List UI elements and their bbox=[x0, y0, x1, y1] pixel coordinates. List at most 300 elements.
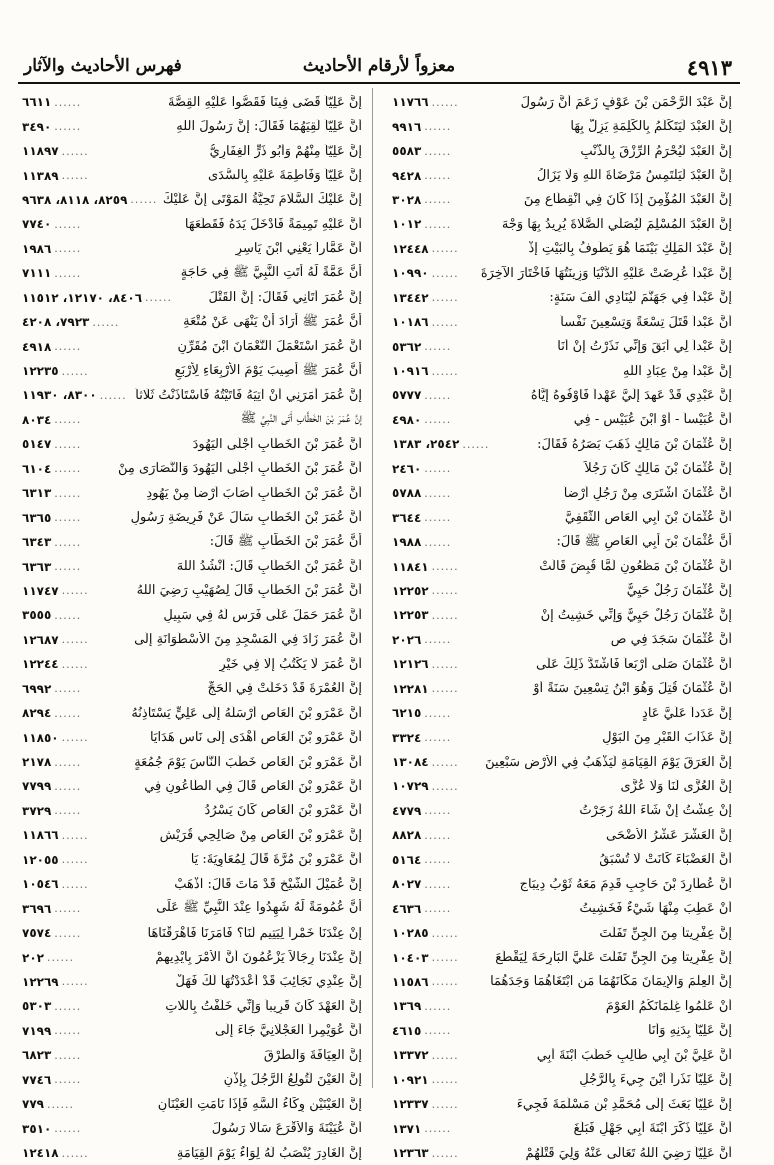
index-column-left bbox=[22, 90, 362, 1165]
hadith-number: ٨٤٠٦، ١٢١٧٠، ١١٥١٢ bbox=[22, 290, 143, 305]
leader-dots: ...... bbox=[431, 1048, 459, 1062]
index-entry bbox=[22, 1043, 362, 1067]
leader-dots: ...... bbox=[54, 804, 82, 818]
leader-dots: ...... bbox=[54, 1024, 82, 1038]
leader-dots: ...... bbox=[424, 1024, 452, 1038]
hadith-incipit: أَنَّ عَمَّاراً يَعْنِي ابْنَ يَاسِرٍ bbox=[235, 241, 362, 257]
hadith-incipit: إنَّ العَهْدَ كَانَ قَرِيباً وَإِنِّي خَلَفْتُ بِاللَّاتِ bbox=[165, 998, 362, 1014]
hadith-number: ١٣٣٧٢ bbox=[392, 1048, 429, 1063]
index-entry bbox=[392, 554, 732, 578]
hadith-incipit: إنَّ العَبْدَ لَيُحْرَمُ الرِّزْقَ بِالذَّنْبِ bbox=[580, 143, 732, 159]
leader-dots: ...... bbox=[431, 779, 459, 793]
hadith-incipit: أَنَّ عُبَيْساً - أَوْ ابْنَ عُبَيْسٍ - فِي bbox=[573, 412, 732, 428]
hadith-number: ١٢٢٨١ bbox=[392, 681, 429, 696]
index-entry bbox=[392, 188, 732, 212]
hadith-incipit: إنَّ العَرَقَ يَوْمَ القِيَامَةِ لَيَذْهَبُ فِي الأَرْضِ سَبْعِينَ bbox=[485, 754, 732, 770]
leader-dots: ...... bbox=[92, 315, 120, 329]
hadith-incipit: أَنَّ عَلَيْهِ تَمِيمَةً فَأَدْخَلَ يَدَهُ فَقَطَعَهَا bbox=[184, 216, 362, 232]
leader-dots: ...... bbox=[145, 291, 173, 305]
leader-dots: ...... bbox=[130, 193, 158, 207]
hadith-incipit: أَنَّ عُطَارِدَ بْنَ حَاجِبٍ قَدِمَ مَعَهُ ثَوْبُ دِيبَاجٍ bbox=[519, 876, 732, 892]
index-entry bbox=[392, 628, 732, 652]
leader-dots: ...... bbox=[431, 95, 459, 109]
hadith-number: ١٠١٨٦ bbox=[392, 315, 429, 330]
index-entry bbox=[392, 334, 732, 358]
hadith-incipit: إنَّ عُثْمَانَ بْنَ مَالِكٍ ذَهَبَ بَصَرُهُ فَقَالَ: bbox=[537, 436, 732, 452]
leader-dots: ...... bbox=[431, 975, 459, 989]
hadith-incipit: أَنَّ عُمَرَ بْنَ الخَطَّابِ أَصَابَ أَرْضاً مِنْ يَهُودِ bbox=[146, 485, 362, 501]
index-entry bbox=[392, 286, 732, 310]
hadith-incipit: إنَّ عَبْداً لِي أَبَقَ وَإِنِّي نَذَرْتُ إنْ أَنَا bbox=[557, 339, 732, 355]
hadith-incipit: إنَّ عَبْدَ المَلِكِ بَيْنَمَا هُوَ يَطُوفُ بِالبَيْتِ إذْ bbox=[528, 241, 732, 257]
hadith-number: ٢٠٢ bbox=[22, 950, 44, 965]
index-entry bbox=[22, 579, 362, 603]
hadith-number: ٢١٧٨ bbox=[22, 755, 52, 770]
hadith-number: ٧٧٤٦ bbox=[22, 1072, 52, 1087]
index-entry bbox=[392, 994, 732, 1018]
hadith-number: ١٠٩٩٠ bbox=[392, 266, 429, 281]
hadith-number: ١٢١٢٦ bbox=[392, 657, 429, 672]
index-entry bbox=[22, 799, 362, 823]
hadith-number: ٦٣١٣ bbox=[22, 486, 52, 501]
index-entry bbox=[22, 896, 362, 920]
hadith-incipit: إنَّ عَلِيّاً قَضَى فِينَا فَقَصُّوا عَلَيْهِ القِصَّةَ bbox=[168, 94, 362, 110]
leader-dots: ...... bbox=[424, 535, 452, 549]
hadith-incipit: أَنَّ عَمْرَو بْنَ العَاصِ أَرْسَلَهُ إلَى عَلِيٍّ يَسْتَأْذِنُهُ bbox=[131, 705, 362, 721]
index-entry bbox=[22, 603, 362, 627]
leader-dots: ...... bbox=[54, 95, 82, 109]
leader-dots: ...... bbox=[424, 853, 452, 867]
index-entry bbox=[392, 579, 732, 603]
hadith-number: ١٢٠٥٥ bbox=[22, 852, 59, 867]
index-entry bbox=[392, 725, 732, 749]
hadith-incipit: أَنَّ عُمَرَ ﷺ أَرَادَ أَنْ يَنْهَى عَنْ مُتْعَةِ bbox=[183, 313, 362, 329]
leader-dots: ...... bbox=[54, 779, 82, 793]
hadith-number: ٨٨٢٨ bbox=[392, 828, 422, 843]
hadith-number: ٦٣٤٣ bbox=[22, 535, 52, 550]
index-entry bbox=[392, 359, 732, 383]
hadith-incipit: أَنَّ عُمَرَ بْنَ الخَطَّابِ قَالَ: أَنْشُدُ اللهَ bbox=[176, 559, 362, 575]
hadith-incipit: إنَّ عُثْمَانَ رَجُلٌ حَيِيٌّ وَإِنِّي خَشِيتُ إنْ bbox=[540, 607, 732, 623]
index-entry bbox=[392, 921, 732, 945]
header-rule bbox=[18, 82, 740, 84]
hadith-number: ١٢٢٣٥ bbox=[22, 364, 59, 379]
hadith-incipit: إنَّ العَشْرَ عَشْرُ الأَضْحَى bbox=[606, 827, 732, 843]
hadith-incipit: أَنَّ عَمْرَو بْنَ مُرَّةَ قَالَ لِمُعَاوِيَةَ: يَا bbox=[190, 852, 362, 868]
hadith-number: ٥٣٠٣ bbox=[22, 999, 52, 1014]
hadith-incipit: أَنَّ عَمَّةً لَهُ أَتَتِ النَّبِيَّ ﷺ فِي حَاجَةٍ bbox=[180, 264, 362, 280]
hadith-number: ٩٩١٦ bbox=[392, 119, 422, 134]
hadith-number: ١٢٢٥٣ bbox=[392, 608, 429, 623]
hadith-incipit: أَنَّ عُمُومَةً لَهُ شَهِدُوا عِنْدَ النَّبِيِّ ﷺ عَلَى bbox=[156, 900, 362, 916]
hadith-incipit: أَنَّ عَمْرَو بْنَ العَاصِ خَطَبَ النَّاسَ يَوْمَ جُمُعَةٍ bbox=[134, 754, 362, 770]
hadith-number: ١١٨٤١ bbox=[392, 559, 429, 574]
hadith-number: ٣٥٥٥ bbox=[22, 608, 52, 623]
hadith-incipit: إنَّ عَبْدَ الرَّحْمَنِ بْنَ عَوْفٍ زَعَمَ أَنَّ رَسُولَ bbox=[520, 94, 732, 110]
index-entry bbox=[392, 310, 732, 334]
index-entry bbox=[22, 457, 362, 481]
leader-dots: ...... bbox=[431, 291, 459, 305]
hadith-incipit: أَنَّ عَلِيّاً رَضِيَ اللهُ تَعَالَى عَنْهُ وَلِيَ قَتْلَهُمْ bbox=[525, 1145, 732, 1161]
hadith-incipit: أَنَّ عُيَيْنَةَ وَالأَقْرَعَ سَأَلَا رَسُولَ bbox=[211, 1121, 362, 1137]
leader-dots: ...... bbox=[54, 755, 82, 769]
hadith-number: ٤٦١٥ bbox=[392, 1023, 422, 1038]
hadith-incipit: أَنَّ عَلِيّاً ذَكَرَ ابْنَةَ أَبِي جَهْلٍ فَبَلَغَ bbox=[573, 1121, 732, 1137]
hadith-incipit: إنَّ عَلِيّاً وَفَاطِمَةَ عَلَيْهِ بِالسُّدَى bbox=[207, 168, 362, 184]
leader-dots: ...... bbox=[424, 511, 452, 525]
hadith-number: ٧١٩٩ bbox=[22, 1023, 52, 1038]
hadith-number: ١٢٢٤٤ bbox=[22, 657, 59, 672]
index-entry bbox=[22, 481, 362, 505]
hadith-number: ٨٠٢٧ bbox=[392, 877, 422, 892]
hadith-number: ١٢٤٤٨ bbox=[392, 241, 429, 256]
hadith-incipit: إنَّ عُمَرَ أَتَانِي فَقَالَ: إنَّ القَتْلَ bbox=[208, 290, 362, 306]
hadith-number: ١٣٤٤٢ bbox=[392, 290, 429, 305]
index-entry bbox=[22, 1068, 362, 1092]
hadith-incipit: إنَّ عِفْرِيتاً مِنَ الجِنِّ تَفَلَّتَ bbox=[599, 925, 732, 941]
hadith-incipit: إنَّ عُمَرَ بْنَ الخَطَّابِ أَتَى النَّبِيَّ ﷺ bbox=[240, 411, 362, 427]
leader-dots: ...... bbox=[424, 120, 452, 134]
hadith-number: ٥٧٨٨ bbox=[392, 486, 422, 501]
index-entry bbox=[22, 114, 362, 138]
hadith-incipit: إنَّ عَلِيّاً بِدَنِهِ وَأَنَا bbox=[648, 1023, 732, 1039]
hadith-number: ١٣٧١ bbox=[392, 1121, 422, 1136]
hadith-number: ٢٥٤٢، ١٣٨٣ bbox=[392, 437, 460, 452]
leader-dots: ...... bbox=[54, 608, 82, 622]
hadith-incipit: أَنَّ عُمَرَ ﷺ أُصِيبَ يَوْمَ الأَرْبِعَاءِ لِأَرْبَعِ bbox=[174, 362, 362, 378]
hadith-number: ٩٤٢٨ bbox=[392, 168, 422, 183]
leader-dots: ...... bbox=[431, 364, 459, 378]
hadith-number: ٥١٦٤ bbox=[392, 852, 422, 867]
index-entry bbox=[392, 1092, 732, 1116]
index-entry bbox=[22, 286, 362, 310]
leader-dots: ...... bbox=[431, 560, 459, 574]
hadith-number: ٣٥١٠ bbox=[22, 1121, 52, 1136]
hadith-incipit: إنَّ عَبْداً مِنْ عِبَادِ اللهِ bbox=[623, 363, 732, 379]
leader-dots: ...... bbox=[424, 1122, 452, 1136]
hadith-incipit: إنَّ العَبْدَ المُؤْمِنَ إذَا كَانَ فِي انْقِطَاعٍ مِنَ bbox=[523, 192, 732, 208]
leader-dots: ...... bbox=[424, 804, 452, 818]
hadith-number: ١٣٠٨٤ bbox=[392, 755, 429, 770]
hadith-number: ٦٢١٥ bbox=[392, 706, 422, 721]
hadith-incipit: إنَّ عَذَابَ القَبْرِ مِنَ البَوْلِ bbox=[602, 730, 732, 746]
index-entry bbox=[22, 652, 362, 676]
leader-dots: ...... bbox=[54, 340, 82, 354]
index-entry bbox=[22, 261, 362, 285]
page-number: ٤٩١٣ bbox=[686, 55, 732, 80]
index-entry bbox=[392, 139, 732, 163]
index-entry bbox=[22, 334, 362, 358]
hadith-number: ٧١١١ bbox=[22, 266, 52, 281]
hadith-incipit: أَنَّ عُمَرَ زَادَ فِي المَسْجِدِ مِنَ الأُسْطُوَانَةِ إلَى bbox=[134, 632, 362, 648]
hadith-incipit: إنَّ عَمْرَو بْنَ العَاصِ مِنْ صَالِحِي قُرَيْشٍ bbox=[159, 827, 362, 843]
hadith-number: ٧٩٢٣، ٤٢٠٨ bbox=[22, 315, 90, 330]
hadith-incipit: أَنَّ عَلِيَّ بْنَ أَبِي طَالِبٍ خَطَبَ ابْنَةَ أَبِي bbox=[536, 1047, 732, 1063]
leader-dots: ...... bbox=[61, 633, 89, 647]
hadith-number: ٥٧٧٧ bbox=[392, 388, 422, 403]
index-entry bbox=[392, 163, 732, 187]
leader-dots: ...... bbox=[54, 706, 82, 720]
leader-dots: ...... bbox=[46, 951, 74, 965]
leader-dots: ...... bbox=[424, 462, 452, 476]
hadith-incipit: أَنَّ عُمَرَ بْنَ الخَطَّابِ أَجْلَى اليَهُودَ وَالنَّصَارَى مِنْ bbox=[118, 461, 362, 477]
hadith-number: ٤٧٧٩ bbox=[392, 803, 422, 818]
hadith-number: ١٠٥٤٦ bbox=[22, 877, 59, 892]
index-entry bbox=[392, 1068, 732, 1092]
hadith-number: ١١٧٤٧ bbox=[22, 583, 59, 598]
leader-dots: ...... bbox=[46, 1097, 74, 1111]
index-entry bbox=[22, 554, 362, 578]
index-entry bbox=[392, 408, 732, 432]
leader-dots: ...... bbox=[54, 462, 82, 476]
index-entry bbox=[392, 774, 732, 798]
hadith-incipit: أَنَّ عُثْمَانَ بْنَ مَظْعُونٍ لَمَّا قُبِضَ قَالَتْ bbox=[539, 559, 732, 575]
leader-dots: ...... bbox=[54, 902, 82, 916]
leader-dots: ...... bbox=[431, 584, 459, 598]
leader-dots: ...... bbox=[431, 1073, 459, 1087]
hadith-incipit: إنَّ العَيْنَيْنِ وِكَاءُ السَّهِ فَإِذَا نَامَتِ العَيْنَانِ bbox=[157, 1096, 362, 1112]
leader-dots: ...... bbox=[424, 169, 452, 183]
index-entry bbox=[22, 750, 362, 774]
leader-dots: ...... bbox=[431, 608, 459, 622]
leader-dots: ...... bbox=[54, 1048, 82, 1062]
index-entry bbox=[392, 432, 732, 456]
hadith-number: ٥٣٦٢ bbox=[392, 339, 422, 354]
leader-dots: ...... bbox=[424, 340, 452, 354]
leader-dots: ...... bbox=[61, 364, 89, 378]
leader-dots: ...... bbox=[54, 266, 82, 280]
hadith-number: ٨٣٠٠، ١١٩٣٠ bbox=[22, 388, 97, 403]
hadith-number: ١١٨٩٧ bbox=[22, 144, 59, 159]
hadith-number: ١٠٤٠٣ bbox=[392, 950, 429, 965]
hadith-number: ٣٠٢٨ bbox=[392, 192, 422, 207]
index-entry bbox=[392, 505, 732, 529]
hadith-number: ١١٣٨٩ bbox=[22, 168, 59, 183]
hadith-number: ٦٩٩٢ bbox=[22, 681, 52, 696]
hadith-incipit: أَنَّ عُثْمَانَ بْنَ أَبِي العَاصِ ﷺ قَالَ: bbox=[556, 533, 732, 549]
hadith-incipit: أَنَّ عَمْرَو بْنَ العَاصِ كَانَ يَسْرُدُ bbox=[204, 803, 362, 819]
section-title: فهرس الأحاديث والآثار bbox=[24, 56, 182, 76]
hadith-incipit: أَنَّ عَمْرَو بْنَ العَاصِ أَهْدَى إلَى نَاسٍ هَدَايَا bbox=[149, 730, 362, 746]
leader-dots: ...... bbox=[431, 951, 459, 965]
page-header bbox=[18, 52, 740, 82]
leader-dots: ...... bbox=[54, 1122, 82, 1136]
hadith-number: ١٩٨٨ bbox=[392, 535, 422, 550]
index-entry bbox=[392, 114, 732, 138]
hadith-number: ١٣٦٩ bbox=[392, 999, 422, 1014]
leader-dots: ...... bbox=[61, 169, 89, 183]
hadith-incipit: إنَّ عَلِيّاً بَعَثَ إلَى مُحَمَّدِ بْنِ مَسْلَمَةَ فَجِيءَ bbox=[516, 1096, 732, 1112]
hadith-number: ٨٠٣٤ bbox=[22, 412, 52, 427]
index-entry bbox=[392, 750, 732, 774]
index-entry bbox=[22, 725, 362, 749]
hadith-incipit: أَنَّ عُمَرَ بْنَ الخَطَّابِ ﷺ قَالَ: bbox=[209, 533, 362, 549]
hadith-number: ٥٥٨٣ bbox=[392, 144, 422, 159]
index-entry bbox=[22, 921, 362, 945]
index-entry bbox=[392, 970, 732, 994]
hadith-incipit: أَنَّ عُمَرَ بْنَ الخَطَّابِ سَأَلَ عَنْ فَرِيضَةِ رَسُولِ bbox=[130, 510, 362, 526]
hadith-incipit: أَنَّ عُثْمَانَ صَلَّى أَرْبَعاً فَاشْتَدَّ ذَلِكَ عَلَى bbox=[536, 656, 732, 672]
hadith-incipit: أَنَّ عُمَرَ بْنَ الخَطَّابِ قَالَ لِصُهَيْبٍ رَضِيَ اللهُ bbox=[136, 583, 362, 599]
leader-dots: ...... bbox=[54, 413, 82, 427]
index-entry bbox=[392, 823, 732, 847]
hadith-incipit: إنَّ العَيْنَ لَتُولِعُ الرَّجُلَ بِإِذْنٍ bbox=[223, 1072, 362, 1088]
hadith-incipit: أَنَّ عَمْرَو بْنَ العَاصِ قَالَ فِي الطَّاعُونِ فِي bbox=[144, 778, 362, 794]
running-title: معزواً لأرقام الأحاديث bbox=[302, 56, 456, 76]
hadith-incipit: إنَّ عَلَيْكَ السَّلَامَ تَحِيَّةُ المَوْتَى إنَّ عَلَيْكَ bbox=[162, 192, 362, 208]
hadith-number: ١١٧٦٦ bbox=[392, 95, 429, 110]
index-entry bbox=[22, 139, 362, 163]
hadith-incipit: إنْ عِشْتُ إنْ شَاءَ اللهُ زَجَرْتُ bbox=[579, 803, 732, 819]
leader-dots: ...... bbox=[54, 1073, 82, 1087]
hadith-number: ٣٦٩٦ bbox=[22, 901, 52, 916]
leader-dots: ...... bbox=[54, 120, 82, 134]
leader-dots: ...... bbox=[431, 315, 459, 329]
hadith-incipit: إنَّ عَدَداً عَلَيَّ عَادٍ bbox=[642, 705, 732, 721]
index-entry bbox=[22, 432, 362, 456]
hadith-number: ٤٩١٨ bbox=[22, 339, 52, 354]
hadith-incipit: إنَّ العُزَّى لَنَا وَلَا عُزَّى bbox=[620, 778, 732, 794]
index-entry bbox=[392, 603, 732, 627]
leader-dots: ...... bbox=[462, 437, 490, 451]
hadith-number: ١٠٧٢٩ bbox=[392, 779, 429, 794]
leader-dots: ...... bbox=[61, 657, 89, 671]
hadith-incipit: إنَّ عَبْدِي قَدْ عَهِدَ إلَيَّ عَهْداً فَأَوْفُوهُ إيَّاهُ bbox=[530, 387, 732, 403]
hadith-incipit: إنَّ العَبْدَ لَيَلْتَمِسُ مَرْضَاةَ اللهِ وَلَا يَزَالُ bbox=[536, 168, 732, 184]
hadith-number: ١٠٩٢١ bbox=[392, 1072, 429, 1087]
hadith-number: ٧٥٧٤ bbox=[22, 926, 52, 941]
index-entry bbox=[22, 1141, 362, 1165]
leader-dots: ...... bbox=[431, 926, 459, 940]
hadith-incipit: إنَّ العُمْرَةَ قَدْ دَخَلَتْ فِي الحَجِّ bbox=[207, 681, 362, 697]
index-entry bbox=[22, 310, 362, 334]
hadith-incipit: إنَّ عَبْداً عُرِضَتْ عَلَيْهِ الدُّنْيَا وَزِينَتُهَا فَاخْتَارَ الآخِرَةَ bbox=[480, 265, 732, 281]
hadith-number: ١٢٣٣٧ bbox=[392, 1097, 429, 1112]
leader-dots: ...... bbox=[54, 486, 82, 500]
index-entry bbox=[22, 408, 362, 432]
index-entry bbox=[22, 823, 362, 847]
index-entry bbox=[22, 848, 362, 872]
hadith-incipit: إنَّ عُثْمَانَ رَجُلٌ حَيِيٌّ bbox=[626, 583, 732, 599]
hadith-incipit: إنَّ الغَادِرَ يُنْصَبُ لَهُ لِوَاءٌ يَوْمَ القِيَامَةِ bbox=[176, 1145, 362, 1161]
hadith-number: ٦٦١١ bbox=[22, 95, 52, 110]
leader-dots: ...... bbox=[54, 217, 82, 231]
index-entry bbox=[22, 994, 362, 1018]
leader-dots: ...... bbox=[424, 633, 452, 647]
index-entry bbox=[392, 848, 732, 872]
leader-dots: ...... bbox=[424, 413, 452, 427]
leader-dots: ...... bbox=[424, 902, 452, 916]
hadith-number: ١٢٦٨٧ bbox=[22, 632, 59, 647]
index-entry bbox=[22, 1019, 362, 1043]
leader-dots: ...... bbox=[424, 486, 452, 500]
index-entry bbox=[22, 383, 362, 407]
leader-dots: ...... bbox=[424, 731, 452, 745]
leader-dots: ...... bbox=[424, 193, 452, 207]
index-entry bbox=[22, 212, 362, 236]
hadith-incipit: إنَّ عَلِيّاً نَذَراً أَيْنَ جِيءَ بِالرَّجُلِ bbox=[579, 1072, 732, 1088]
index-entry bbox=[392, 896, 732, 920]
leader-dots: ...... bbox=[54, 535, 82, 549]
hadith-number: ٣٧٢٩ bbox=[22, 803, 52, 818]
hadith-number: ٣٦٤٤ bbox=[392, 510, 422, 525]
hadith-incipit: إنَّ عِفْرِيتاً مِنَ الجِنِّ تَفَلَّتَ عَلَيَّ البَارِحَةَ لِيَقْطَعَ bbox=[495, 950, 732, 966]
hadith-incipit: إنَّ عُمَرَ أَمَرَنِي أَنْ آتِيَهُ فَأَتَيْتُهُ فَاسْتَأْذَنْتُ ثَلَاثاً bbox=[135, 387, 362, 403]
hadith-number: ١٠٢٨٥ bbox=[392, 926, 429, 941]
hadith-incipit: أَنَّ عُمَرَ لَا يَكْتُبُ إلَّا فِي خَيْرٍ bbox=[219, 656, 362, 672]
hadith-number: ٢٤٦٠ bbox=[392, 461, 422, 476]
hadith-incipit: إنْ عِنْدَنَا خَمْراً لِيَتِيمٍ لَنَا؟ فَأَمَرَنَا فَأَهْرَقْنَاهَا bbox=[147, 925, 362, 941]
index-entry bbox=[22, 163, 362, 187]
index-entry bbox=[392, 652, 732, 676]
leader-dots: ...... bbox=[424, 877, 452, 891]
leader-dots: ...... bbox=[61, 828, 89, 842]
hadith-number: ٤٦٣٦ bbox=[392, 901, 422, 916]
hadith-number: ٧٧٩٩ bbox=[22, 779, 52, 794]
index-entry bbox=[22, 774, 362, 798]
hadith-incipit: أَنَّ عُثْمَانَ سَجَدَ فِي ص bbox=[610, 632, 732, 648]
column-divider bbox=[372, 88, 373, 1088]
hadith-number: ٦٨٢٣ bbox=[22, 1048, 52, 1063]
leader-dots: ...... bbox=[61, 877, 89, 891]
index-entry bbox=[22, 359, 362, 383]
index-entry bbox=[392, 457, 732, 481]
hadith-number: ٣٣٢٤ bbox=[392, 730, 422, 745]
index-entry bbox=[22, 945, 362, 969]
hadith-incipit: أَنَّ عُوَيْمِراً العَجْلَانِيَّ جَاءَ إلَى bbox=[214, 1023, 362, 1039]
index-entry bbox=[392, 1141, 732, 1165]
hadith-number: ١٠٩١٦ bbox=[392, 364, 429, 379]
hadith-incipit: إنَّ عُثْمَانَ بْنَ مَالِكٍ كَانَ رَجُلاً bbox=[584, 461, 732, 477]
leader-dots: ...... bbox=[61, 144, 89, 158]
leader-dots: ...... bbox=[99, 388, 127, 402]
leader-dots: ...... bbox=[431, 242, 459, 256]
hadith-incipit: إنَّ العَبْدَ المُسْلِمَ لَيُصَلِّي الصَّلَاةَ يُرِيدُ بِهَا وَجْهَ bbox=[501, 216, 732, 232]
leader-dots: ...... bbox=[61, 731, 89, 745]
index-entry bbox=[392, 90, 732, 114]
hadith-number: ١١٨٦٦ bbox=[22, 828, 59, 843]
index-column-right bbox=[392, 90, 732, 1165]
leader-dots: ...... bbox=[54, 511, 82, 525]
leader-dots: ...... bbox=[424, 388, 452, 402]
hadith-number: ١٩٨٦ bbox=[22, 241, 52, 256]
hadith-number: ٥١٤٧ bbox=[22, 437, 52, 452]
hadith-incipit: إنَّ العِيَافَةَ وَالطَّرْقَ bbox=[263, 1047, 362, 1063]
hadith-incipit: أَنَّ عُمَرَ بْنَ الخَطَّابِ أَجْلَى اليَهُودَ bbox=[192, 436, 362, 452]
hadith-number: ٦٣٦٥ bbox=[22, 510, 52, 525]
index-entry bbox=[22, 90, 362, 114]
hadith-incipit: أَنَّ عَلِيّاً لَقِيَهُمَا فَقَالَ: إنَّ رَسُولَ اللهِ bbox=[176, 119, 362, 135]
hadith-number: ٦٣٦٣ bbox=[22, 559, 52, 574]
leader-dots: ...... bbox=[431, 266, 459, 280]
hadith-number: ٨٢٩٤ bbox=[22, 706, 52, 721]
hadith-incipit: إنَّ عِنْدَنَا رِجَالاً يَزْعُمُونَ أَنَّ الأَمْرَ بِأَيْدِيهِمْ bbox=[155, 950, 362, 966]
index-entry bbox=[392, 799, 732, 823]
leader-dots: ...... bbox=[431, 1097, 459, 1111]
leader-dots: ...... bbox=[431, 682, 459, 696]
index-entry bbox=[22, 505, 362, 529]
leader-dots: ...... bbox=[54, 437, 82, 451]
leader-dots: ...... bbox=[54, 999, 82, 1013]
index-entry bbox=[392, 1043, 732, 1067]
hadith-incipit: أَنَّ العَضْبَاءَ كَانَتْ لَا تُسْبَقُ bbox=[599, 852, 732, 868]
index-entry bbox=[22, 188, 362, 212]
index-entry bbox=[22, 530, 362, 554]
hadith-incipit: أَنْ عَطِبَ مِنْهَا شَيْءٌ فَخَشِيتُ bbox=[579, 901, 732, 917]
hadith-incipit: أَنَّ عُثْمَانَ قُتِلَ وَهُوَ ابْنُ تِسْعِينَ سَنَةً أَوْ bbox=[533, 681, 732, 697]
hadith-number: ١١٨٥٠ bbox=[22, 730, 59, 745]
hadith-number: ٢٠٢٦ bbox=[392, 632, 422, 647]
